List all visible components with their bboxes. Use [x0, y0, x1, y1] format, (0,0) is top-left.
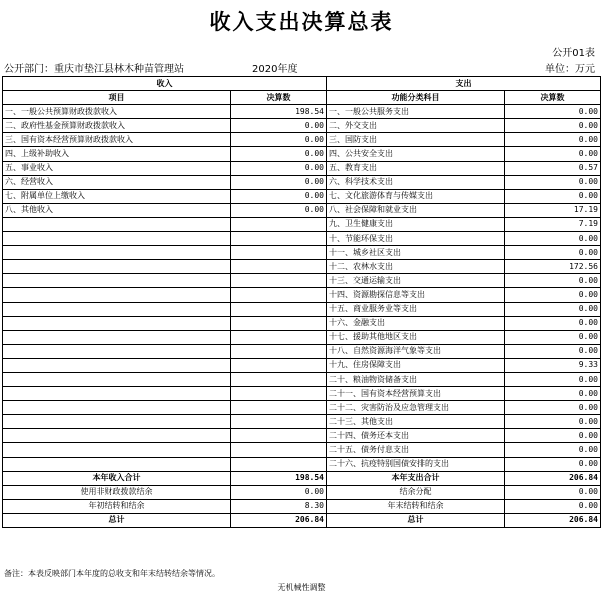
table-row: [3, 133, 601, 147]
expense-item: 二十五、债务付息支出: [327, 443, 505, 457]
income-item: [3, 217, 231, 231]
summary-row: [3, 485, 601, 499]
expense-amount: 0.00: [505, 372, 601, 386]
table-row: [3, 344, 601, 358]
expense-item: 二、外交支出: [327, 119, 505, 133]
income-amount: [231, 457, 327, 471]
table-row: [3, 260, 601, 274]
expense-item: 二十二、灾害防治及应急管理支出: [327, 401, 505, 415]
expense-item: 十二、农林水支出: [327, 260, 505, 274]
table-row: [3, 358, 601, 372]
income-amount: 0.00: [231, 147, 327, 161]
table-row: [3, 189, 601, 203]
income-amount: [231, 288, 327, 302]
income-item: 年初结转和结余: [3, 499, 231, 513]
expense-item: 十九、住房保障支出: [327, 358, 505, 372]
income-item: 本年收入合计: [3, 471, 231, 485]
expense-amount: 0.00: [505, 189, 601, 203]
expense-item: 二十、粮油物资储备支出: [327, 372, 505, 386]
income-amount: 0.00: [231, 189, 327, 203]
unit-label: 单位：万元: [545, 64, 595, 75]
income-amount: [231, 274, 327, 288]
table-row: [3, 316, 601, 330]
expense-amount: 0.00: [505, 344, 601, 358]
expense-amount: 0.00: [505, 288, 601, 302]
expense-amount: 0.00: [505, 175, 601, 189]
expense-item: 四、公共安全支出: [327, 147, 505, 161]
table-row: [3, 246, 601, 260]
expense-amount: 0.00: [505, 302, 601, 316]
expense-item: 十六、金融支出: [327, 316, 505, 330]
income-item: 二、政府性基金预算财政拨款收入: [3, 119, 231, 133]
expense-amount: 0.00: [505, 415, 601, 429]
income-amount: [231, 316, 327, 330]
year-label: 2020年度: [252, 64, 298, 75]
income-item: 使用非财政拨款结余: [3, 485, 231, 499]
table-row: [3, 288, 601, 302]
income-amount: [231, 330, 327, 344]
expense-amount: 206.84: [505, 471, 601, 485]
table-row: [3, 274, 601, 288]
income-amount: 0.00: [231, 175, 327, 189]
section-header-row: [3, 77, 601, 91]
amount-header: 决算数: [231, 91, 327, 105]
expense-amount: 0.00: [505, 246, 601, 260]
expense-item: 十一、城乡社区支出: [327, 246, 505, 260]
income-item: [3, 246, 231, 260]
expense-amount: 0.00: [505, 147, 601, 161]
income-amount: [231, 232, 327, 246]
income-amount: 0.00: [231, 119, 327, 133]
expense-item: 总计: [327, 513, 505, 527]
expense-item: 十五、商业服务业等支出: [327, 302, 505, 316]
expense-amount: 0.00: [505, 330, 601, 344]
income-item: 一、一般公共预算财政拨款收入: [3, 105, 231, 119]
table-row: [3, 415, 601, 429]
income-item: [3, 358, 231, 372]
expense-amount: 206.84: [505, 513, 601, 527]
income-item: [3, 302, 231, 316]
expense-amount: 7.19: [505, 217, 601, 231]
income-item: 三、国有资本经营预算财政拨款收入: [3, 133, 231, 147]
income-item: [3, 330, 231, 344]
income-item: [3, 288, 231, 302]
income-amount: [231, 217, 327, 231]
income-item: [3, 457, 231, 471]
summary-row: [3, 471, 601, 485]
table-row: [3, 217, 601, 231]
income-item: [3, 387, 231, 401]
income-amount: 198.54: [231, 471, 327, 485]
expense-item: 一、一般公共服务支出: [327, 105, 505, 119]
expense-amount: 0.00: [505, 274, 601, 288]
table-row: [3, 429, 601, 443]
page-title: 收入支出决算总表: [209, 10, 394, 34]
income-item: [3, 429, 231, 443]
table-row: [3, 147, 601, 161]
income-amount: 198.54: [231, 105, 327, 119]
func-item-header: 功能分类科目: [327, 91, 505, 105]
table-row: [3, 119, 601, 133]
expense-item: 五、教育支出: [327, 161, 505, 175]
income-amount: [231, 344, 327, 358]
expense-item: 十八、自然资源海洋气象等支出: [327, 344, 505, 358]
expense-amount: 0.00: [505, 387, 601, 401]
expense-amount: 0.00: [505, 499, 601, 513]
table-number: 公开01表: [552, 48, 595, 59]
table-row: [3, 372, 601, 386]
table-row: [3, 457, 601, 471]
expense-item: 六、科学技术支出: [327, 175, 505, 189]
adjustment-text: 无机械性调整: [277, 583, 326, 592]
expense-item: 本年支出合计: [327, 471, 505, 485]
summary-row: [3, 513, 601, 527]
table-row: [3, 302, 601, 316]
income-item: 八、其他收入: [3, 203, 231, 217]
income-amount: [231, 358, 327, 372]
income-header: 收入: [3, 77, 327, 91]
expense-item: 二十四、债务还本支出: [327, 429, 505, 443]
expense-item: 二十三、其他支出: [327, 415, 505, 429]
table-row: [3, 387, 601, 401]
expense-amount: 0.00: [505, 485, 601, 499]
income-amount: [231, 401, 327, 415]
expense-amount: 0.00: [505, 457, 601, 471]
income-item: [3, 401, 231, 415]
expense-item: 十、节能环保支出: [327, 232, 505, 246]
table-row: [3, 203, 601, 217]
department-label: 公开部门：重庆市垫江县林木种苗管理站: [4, 64, 184, 75]
expense-header: 支出: [327, 77, 601, 91]
summary-row: [3, 499, 601, 513]
income-item: [3, 415, 231, 429]
expense-amount: 0.00: [505, 443, 601, 457]
expense-item: 十三、交通运输支出: [327, 274, 505, 288]
income-item: [3, 443, 231, 457]
expense-item: 十四、资源勘探信息等支出: [327, 288, 505, 302]
income-amount: 0.00: [231, 203, 327, 217]
expense-item: 年末结转和结余: [327, 499, 505, 513]
expense-item: 结余分配: [327, 485, 505, 499]
expense-amount: 0.57: [505, 161, 601, 175]
expense-amount: 0.00: [505, 133, 601, 147]
income-item: [3, 372, 231, 386]
income-amount: 0.00: [231, 133, 327, 147]
income-item: 六、经营收入: [3, 175, 231, 189]
table-row: [3, 232, 601, 246]
item-header: 项目: [3, 91, 231, 105]
expense-amount: 0.00: [505, 232, 601, 246]
table-row: [3, 443, 601, 457]
expense-item: 八、社会保障和就业支出: [327, 203, 505, 217]
expense-amount: 0.00: [505, 401, 601, 415]
income-amount: 0.00: [231, 161, 327, 175]
table-row: [3, 161, 601, 175]
table-row: [3, 330, 601, 344]
table-row: [3, 401, 601, 415]
table-row: [3, 175, 601, 189]
note-text: 备注：本表反映部门本年度的总收支和年末结转结余等情况。: [4, 569, 220, 578]
table-row: [3, 105, 601, 119]
amount-header-2: 决算数: [505, 91, 601, 105]
expense-amount: 17.19: [505, 203, 601, 217]
income-item: 五、事业收入: [3, 161, 231, 175]
expense-amount: 0.00: [505, 119, 601, 133]
income-amount: [231, 246, 327, 260]
income-item: [3, 260, 231, 274]
expense-amount: 0.00: [505, 429, 601, 443]
column-header-row: [3, 91, 601, 105]
income-amount: [231, 260, 327, 274]
income-amount: 8.30: [231, 499, 327, 513]
budget-table: [2, 76, 601, 528]
expense-item: 二十六、抗疫特别国债安排的支出: [327, 457, 505, 471]
income-item: [3, 232, 231, 246]
income-amount: 206.84: [231, 513, 327, 527]
income-amount: [231, 443, 327, 457]
expense-item: 三、国防支出: [327, 133, 505, 147]
income-item: 总计: [3, 513, 231, 527]
expense-amount: 0.00: [505, 316, 601, 330]
expense-amount: 9.33: [505, 358, 601, 372]
income-amount: [231, 429, 327, 443]
expense-amount: 172.56: [505, 260, 601, 274]
income-item: 四、上级补助收入: [3, 147, 231, 161]
expense-amount: 0.00: [505, 105, 601, 119]
income-amount: 0.00: [231, 485, 327, 499]
income-amount: [231, 415, 327, 429]
income-item: [3, 316, 231, 330]
income-amount: [231, 302, 327, 316]
expense-item: 十七、援助其他地区支出: [327, 330, 505, 344]
income-amount: [231, 387, 327, 401]
expense-item: 九、卫生健康支出: [327, 217, 505, 231]
income-item: [3, 274, 231, 288]
income-item: 七、附属单位上缴收入: [3, 189, 231, 203]
expense-item: 七、文化旅游体育与传媒支出: [327, 189, 505, 203]
income-item: [3, 344, 231, 358]
expense-item: 二十一、国有资本经营预算支出: [327, 387, 505, 401]
income-amount: [231, 372, 327, 386]
